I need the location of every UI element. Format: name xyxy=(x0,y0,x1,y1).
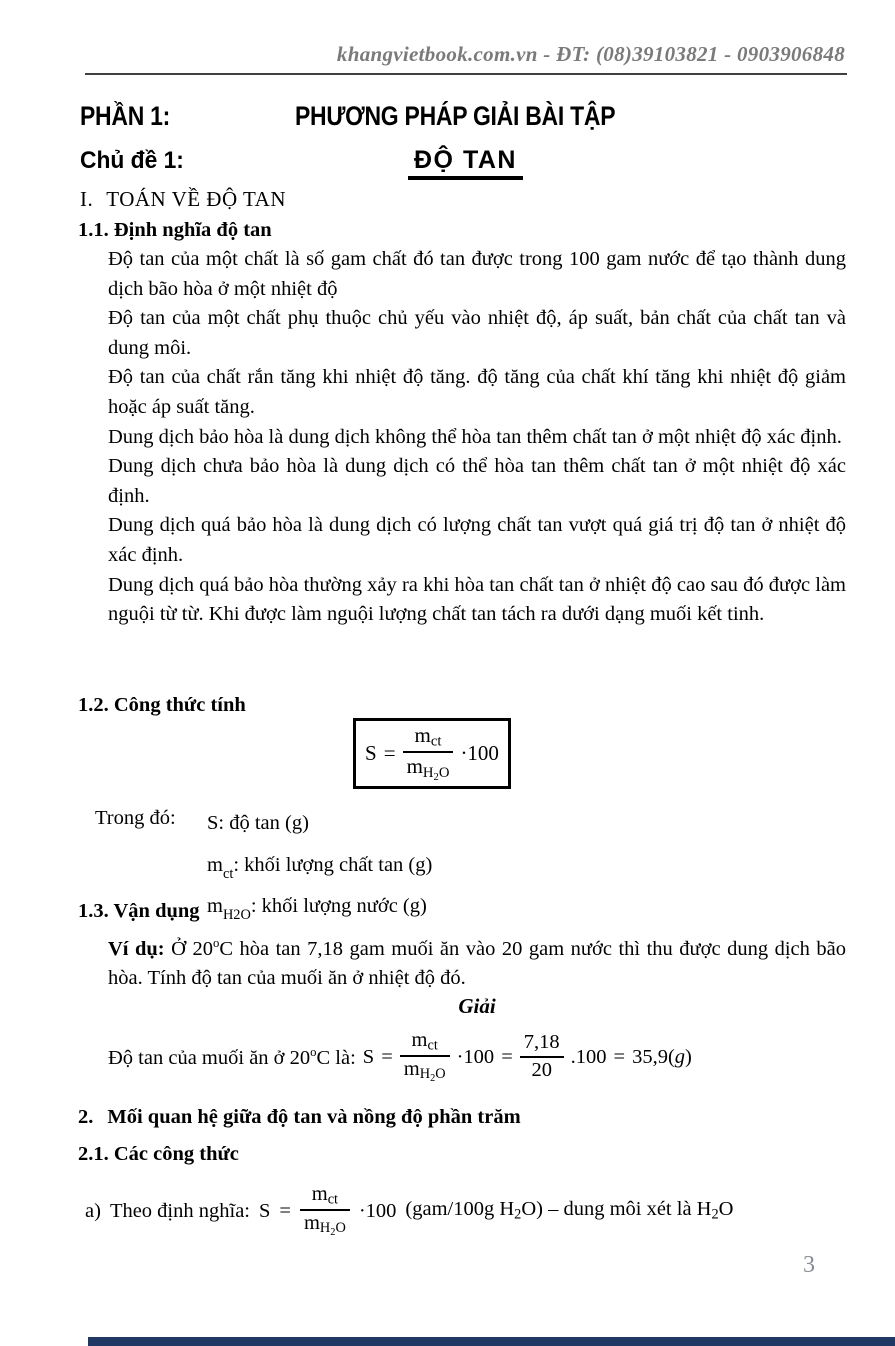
part-label: PHẦN 1: xyxy=(80,101,171,131)
formula-lhs: S xyxy=(365,741,377,765)
header-rule xyxy=(85,73,847,75)
paragraph: Độ tan của chất rắn tăng khi nhiệt độ tăng. độ tăng của chất khí tăng khi nhiệt độ giảm hoặc áp suất tăng. xyxy=(108,366,846,418)
section-1-number: I. xyxy=(80,187,94,211)
legend-item-mh2o: $m_{H2O}$: khối lượng nước (g) xyxy=(207,895,427,924)
solution-intro: Độ tan của muối ăn ở 20$^o$C là: xyxy=(108,1044,356,1069)
solution-title: Giải xyxy=(458,994,496,1018)
example-label: Ví dụ: xyxy=(108,937,165,960)
heading-1-2: 1.2. Công thức tính xyxy=(78,694,246,716)
section-1-heading xyxy=(80,187,286,212)
definition-formula-line xyxy=(85,1168,733,1254)
example-paragraph: Ví dụ: Ở 20$^o$C hòa tan 7,18 gam muối ăn vào 20 gam nước thì thu được dung dịch bão hòa. Tính độ tan của muối ăn ở nhiệt độ đó. xyxy=(108,936,846,990)
legend-items xyxy=(207,807,432,932)
page-number: 3 xyxy=(803,1252,815,1278)
subscript-h2o: $H_2O$ xyxy=(422,765,450,784)
part-title: PHƯƠNG PHÁP GIẢI BÀI TẬP xyxy=(295,101,616,131)
degree-superscript: o xyxy=(212,936,220,950)
fraction-mct-over-mh2o: $\frac{\text{mct}}{mH_2O}$ xyxy=(300,1183,350,1240)
equals-sign: = xyxy=(613,1045,626,1068)
equals-sign: = xyxy=(501,1045,513,1068)
paragraph: Độ tan của một chất phụ thuộc chủ yếu vào nhiệt độ, áp suất, bản chất của chất tan và dung môi. xyxy=(108,307,846,359)
heading-1-1: 1.1. Định nghĩa độ tan xyxy=(78,219,272,241)
section-2-heading xyxy=(78,1106,521,1129)
section-1-title: TOÁN VỀ ĐỘ TAN xyxy=(106,187,286,211)
header-site-line: khangvietbook.com.vn - ĐT: (08)39103821 - 0903906848 xyxy=(336,42,845,66)
formula-factor: ·100 xyxy=(460,741,499,765)
paragraph: Dung dịch chưa bảo hòa là dung dịch có thể hòa tan thêm chất tan ở một nhiệt độ xác định. xyxy=(108,455,846,507)
paragraph: Dung dịch bảo hòa là dung dịch không thể hòa tan thêm chất tan ở một nhiệt độ xác định. xyxy=(108,425,842,448)
section-2-number: 2. xyxy=(78,1106,94,1128)
paragraph: Dung dịch quá bảo hòa là dung dịch có lượng chất tan vượt quá giá trị độ tan ở nhiệt độ xác định. xyxy=(108,514,846,566)
equals-sign: = xyxy=(279,1199,291,1222)
legend-item-mct: $m_{ct}$: khối lượng chất tan (g) xyxy=(207,853,433,882)
equals-sign: = xyxy=(383,741,396,765)
section-2-title: Mối quan hệ giữa độ tan và nồng độ phần trăm xyxy=(107,1106,521,1128)
definition-paragraphs xyxy=(108,245,846,630)
solution-factor2: .100 xyxy=(570,1045,607,1068)
fraction-mct-over-mh2o xyxy=(403,723,454,785)
footer-bar xyxy=(88,1337,895,1346)
fraction-numeric: $\frac{7,18}{20}$ xyxy=(520,1031,564,1082)
subscript-ct: ct xyxy=(430,733,442,750)
legend-label: Trong đó: xyxy=(95,807,176,829)
item-a-intro: Theo định nghĩa: xyxy=(109,1199,250,1222)
fraction-numerator: mct xyxy=(403,723,454,754)
paragraph: Dung dịch quá bảo hòa thường xảy ra khi hòa tan chất tan ở nhiệt độ cao sau đó được làm nguội từ từ. Khi được làm nguội lượng chất tan tách ra dưới dạng muối kết tinh. xyxy=(108,573,846,626)
item-a-factor: ·100 xyxy=(358,1199,397,1222)
heading-2-1: 2.1. Các công thức xyxy=(78,1143,239,1165)
solubility-formula-box xyxy=(353,718,511,789)
equals-sign: = xyxy=(381,1045,393,1068)
heading-1-3: 1.3. Vận dụng xyxy=(78,900,200,922)
fraction-mct-over-mh2o: $\frac{\text{mct}}{mH_2O}$ xyxy=(400,1029,450,1086)
solution-result: 35,9(g) xyxy=(632,1045,692,1068)
legend-item-s: S: độ tan (g) xyxy=(207,812,309,834)
solution-factor: ·100 xyxy=(456,1045,495,1068)
item-a-lhs: S xyxy=(259,1199,271,1222)
topic-label: Chủ đề 1: xyxy=(80,147,184,174)
fraction-denominator: $mH_2O$ xyxy=(406,754,450,784)
solution-equation xyxy=(108,1024,692,1090)
item-a-label: a) xyxy=(85,1199,101,1222)
paragraph: Độ tan của một chất là số gam chất đó tan được trong 100 gam nước để tạo thành dung dịch bão hòa ở một nhiệt độ xyxy=(108,248,846,300)
solution-lhs: S xyxy=(362,1045,375,1068)
topic-title: ĐỘ TAN xyxy=(408,146,523,180)
item-a-tail: (gam/100g H2O) – dung môi xét là H2O xyxy=(405,1198,734,1223)
